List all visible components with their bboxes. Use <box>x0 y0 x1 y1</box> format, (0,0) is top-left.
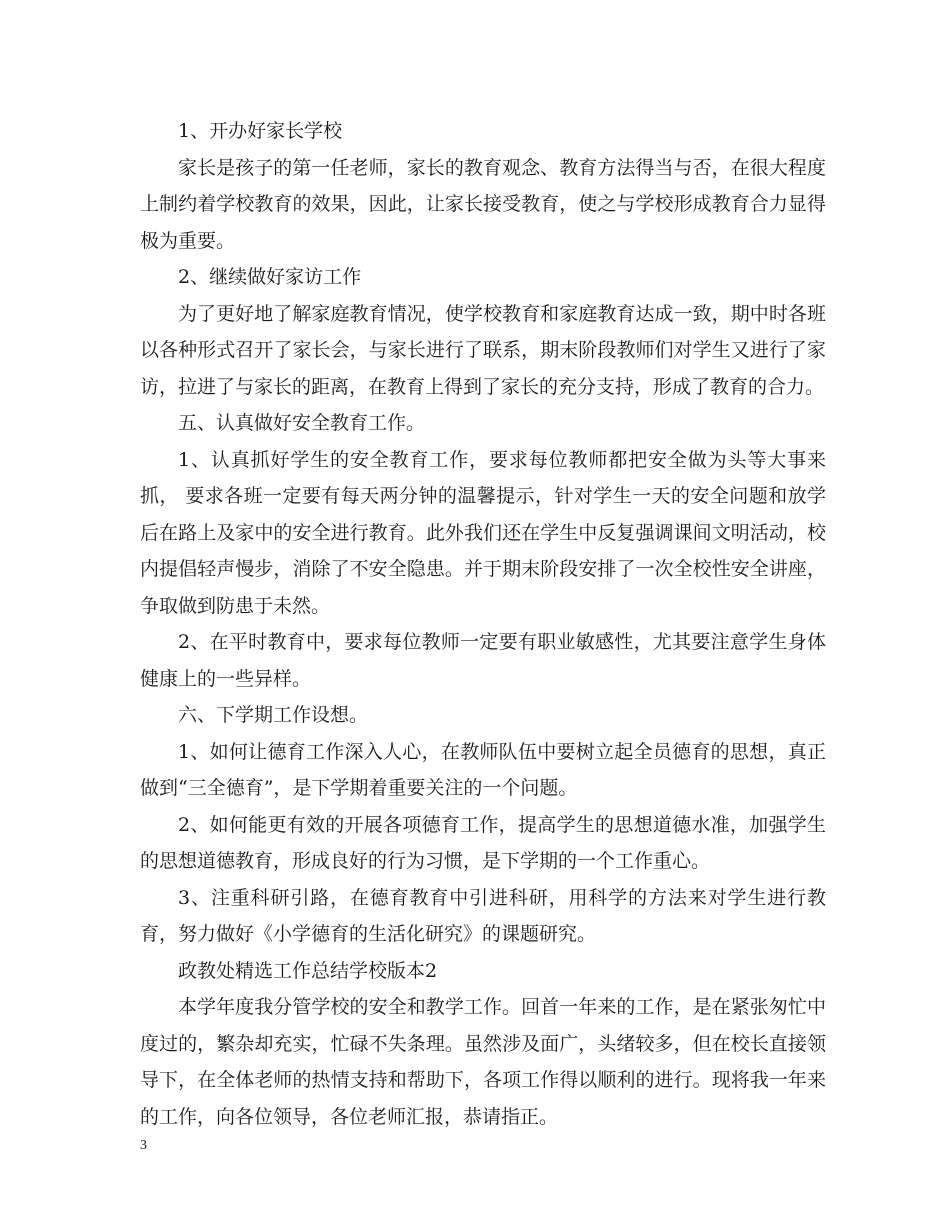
paragraph-next-term-1: 1、如何让德育工作深入人心，在教师队伍中要树立起全员德育的思想，真正做到“三全德育”，是下学期着重要关注的一个问题。 <box>140 740 826 799</box>
section-title-version-2: 政教处精选工作总结学校版本2 <box>178 959 438 982</box>
paragraph-heading-home-visits: 2、继续做好家访工作 <box>178 266 362 288</box>
section-heading-next-term: 六、下学期工作设想。 <box>178 704 369 726</box>
paragraph-safety-2: 2、在平时教育中，要求每位教师一定要有职业敏感性，尤其要注意学生身体健康上的一些异样。 <box>140 631 826 690</box>
paragraph-heading-parent-school: 1、开办好家长学校 <box>178 120 343 142</box>
page-number: 3 <box>140 1138 147 1153</box>
paragraph-home-visits: 为了更好地了解家庭教育情况，使学校教育和家庭教育达成一致，期中时各班以各种形式召开了家长会，与家长进行了联系，期末阶段教师们对学生又进行了家访，拉进了与家长的距离，在教育上得到了家长的充分支持，形成了教育的合力。 <box>140 302 826 398</box>
document-body <box>140 113 826 1135</box>
paragraph-parent-school: 家长是孩子的第一任老师，家长的教育观念、教育方法得当与否，在很大程度上制约着学校教育的效果，因此，让家长接受教育，使之与学校形成教育合力显得极为重要。 <box>140 156 826 252</box>
paragraph-version-2-intro: 本学年度我分管学校的安全和教学工作。回首一年来的工作，是在紧张匆忙中度过的，繁杂却充实，忙碌不失条理。虽然涉及面广，头绪较多，但在校长直接领导下，在全体老师的热情支持和帮助下，各项工作得以顺利的进行。现将我一年来的工作，向各位领导，各位老师汇报，恭请指正。 <box>140 996 826 1128</box>
paragraph-safety-1: 1、认真抓好学生的安全教育工作，要求每位教师都把安全做为头等大事来抓， 要求各班一定要有每天两分钟的温馨提示，针对学生一天的安全问题和放学后在路上及家中的安全进行教育。此外我们还在学生中反复强调课间文明活动，校内提倡轻声慢步，消除了不安全隐患。并于期末阶段安排了一次全校性安全讲座，争取做到防患于未然。 <box>140 448 826 617</box>
paragraph-next-term-2: 2、如何能更有效的开展各项德育工作，提高学生的思想道德水准，加强学生的思想道德教育，形成良好的行为习惯，是下学期的一个工作重心。 <box>140 813 826 872</box>
section-heading-safety: 五、认真做好安全教育工作。 <box>178 412 426 434</box>
paragraph-next-term-3: 3、注重科研引路，在德育教育中引进科研，用科学的方法来对学生进行教育，努力做好《小学德育的生活化研究》的课题研究。 <box>140 886 826 945</box>
